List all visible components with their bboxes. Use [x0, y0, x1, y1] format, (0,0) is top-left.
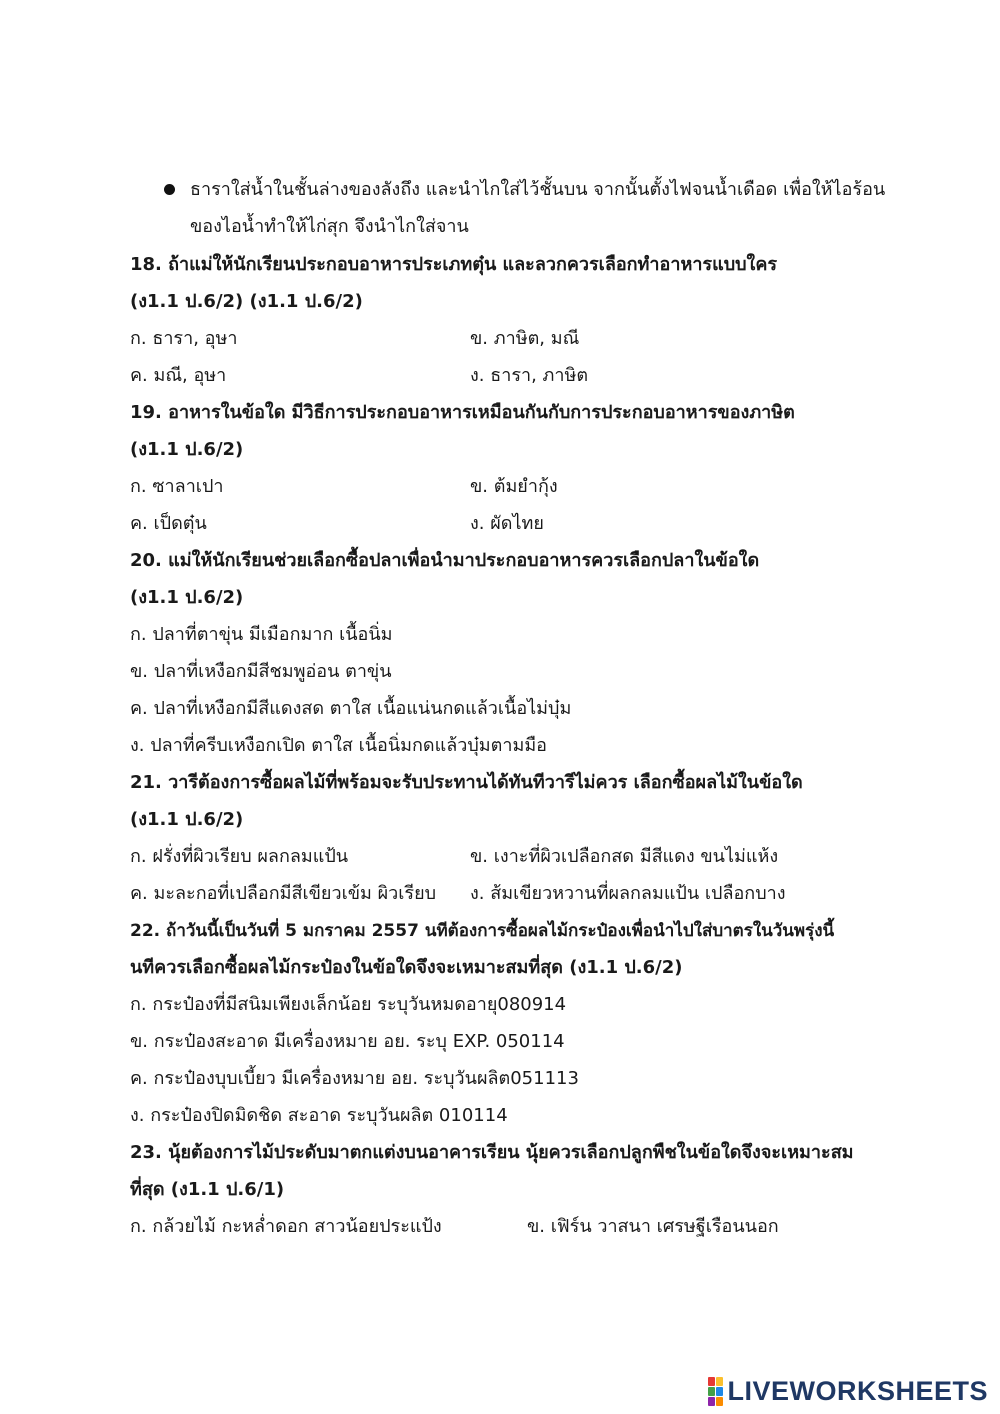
logo-block-2 [716, 1377, 723, 1386]
q19-option-a: ก. ซาลาเปา [130, 476, 224, 497]
q23-option-a: ก. กล้วยไม้ กะหล่ำดอก สาวน้อยประแป้ง [130, 1216, 442, 1237]
q22-option-c: ค. กระป๋องบุบเบี้ยว มีเครื่องหมาย อย. ระบุวันผลิต051113 [130, 1068, 579, 1089]
question-19: 19. อาหารในข้อใด มีวิธีการประกอบอาหารเหมือนกันกับการประกอบอาหารของภาษิต [130, 402, 795, 423]
logo-block-4 [716, 1387, 723, 1396]
logo-block-6 [716, 1397, 723, 1406]
q18-option-b: ข. ภาษิต, มณี [470, 328, 580, 349]
q21-option-a: ก. ฝรั่งที่ผิวเรียบ ผลกลมแป้น [130, 846, 349, 867]
q20-option-c: ค. ปลาที่เหงือกมีสีแดงสด ตาใส เนื้อแน่นกดแล้วเนื้อไม่บุ๋ม [130, 698, 572, 719]
q22-option-b: ข. กระป๋องสะอาด มีเครื่องหมาย อย. ระบุ EXP. 050114 [130, 1031, 565, 1052]
logo-block-5 [708, 1397, 715, 1406]
question-21: 21. วารีต้องการซื้อผลไม้ที่พร้อมจะรับประทานได้ทันทีวารีไม่ควร เลือกซื้อผลไม้ในข้อใด [130, 772, 803, 793]
q21-option-b: ข. เงาะที่ผิวเปลือกสด มีสีแดง ขนไม่แห้ง [470, 846, 779, 867]
q18-option-c: ค. มณี, อุษา [130, 365, 227, 386]
q20-option-d: ง. ปลาที่ครีบเหงือกเปิด ตาใส เนื้อนิ่มกดแล้วบุ๋มตามมือ [130, 735, 547, 756]
logo-block-3 [708, 1387, 715, 1396]
logo-block-1 [708, 1377, 715, 1386]
question-23-line-2: ที่สุด (ง1.1 ป.6/1) [130, 1179, 285, 1200]
q21-option-d: ง. ส้มเขียวหวานที่ผลกลมแป้น เปลือกบาง [470, 883, 786, 904]
bullet-line-2: ของไอน้ำทำให้ไก่สุก จึงนำไกใส่จาน [190, 216, 469, 237]
q22-option-a: ก. กระป๋องที่มีสนิมเพียงเล็กน้อย ระบุวันหมดอายุ080914 [130, 994, 567, 1015]
q22-option-d: ง. กระป๋องปิดมิดชิด สะอาด ระบุวันผลิต 010114 [130, 1105, 508, 1126]
question-22-line-2: นทีควรเลือกซื้อผลไม้กระป๋องในข้อใดจึงจะเหมาะสมที่สุด (ง1.1 ป.6/2) [130, 957, 683, 978]
question-18-code: (ง1.1 ป.6/2) (ง1.1 ป.6/2) [130, 291, 363, 312]
bullet-line-1: ธาราใส่น้ำในชั้นล่างของลังถึง และนำไกใส่ไว้ชั้นบน จากนั้นตั้งไฟจนน้ำเดือด เพื่อให้ไอร้อน [190, 179, 886, 200]
question-18: 18. ถ้าแม่ให้นักเรียนประกอบอาหารประเภทตุ๋น และลวกควรเลือกทำอาหารแบบใคร [130, 254, 778, 275]
q21-option-c: ค. มะละกอที่เปลือกมีสีเขียวเข้ม ผิวเรียบ [130, 883, 437, 904]
liveworksheets-logo-icon [708, 1377, 723, 1406]
liveworksheets-logo-text: LIVEWORKSHEETS [727, 1375, 988, 1406]
question-19-code: (ง1.1 ป.6/2) [130, 439, 244, 460]
question-23-line-1: 23. นุ้ยต้องการไม้ประดับมาตกแต่งบนอาคารเรียน นุ้ยควรเลือกปลูกพืชในข้อใดจึงจะเหมาะสม [130, 1142, 854, 1163]
question-21-code: (ง1.1 ป.6/2) [130, 809, 244, 830]
question-20-code: (ง1.1 ป.6/2) [130, 587, 244, 608]
liveworksheets-logo[interactable] [708, 1374, 988, 1408]
question-22-line-1: 22. ถ้าวันนี้เป็นวันที่ 5 มกราคม 2557 นทีต้องการซื้อผลไม้กระป๋องเพื่อนำไปใส่บาตรในวันพรุ่งนี้ [130, 921, 835, 941]
bullet-dot [164, 184, 175, 195]
question-20: 20. แม่ให้นักเรียนช่วยเลือกซื้อปลาเพื่อนำมาประกอบอาหารควรเลือกปลาในข้อใด [130, 550, 760, 571]
q23-option-b: ข. เฟิร์น วาสนา เศรษฐีเรือนนอก [527, 1216, 779, 1237]
q19-option-d: ง. ผัดไทย [470, 513, 544, 534]
q19-option-c: ค. เป็ดตุ๋น [130, 513, 207, 534]
q20-option-a: ก. ปลาที่ตาขุ่น มีเมือกมาก เนื้อนิ่ม [130, 624, 393, 645]
q18-option-d: ง. ธารา, ภาษิต [470, 365, 589, 386]
q19-option-b: ข. ต้มยำกุ้ง [470, 476, 558, 497]
q18-option-a: ก. ธารา, อุษา [130, 328, 238, 349]
q20-option-b: ข. ปลาที่เหงือกมีสีชมพูอ่อน ตาขุ่น [130, 661, 392, 682]
